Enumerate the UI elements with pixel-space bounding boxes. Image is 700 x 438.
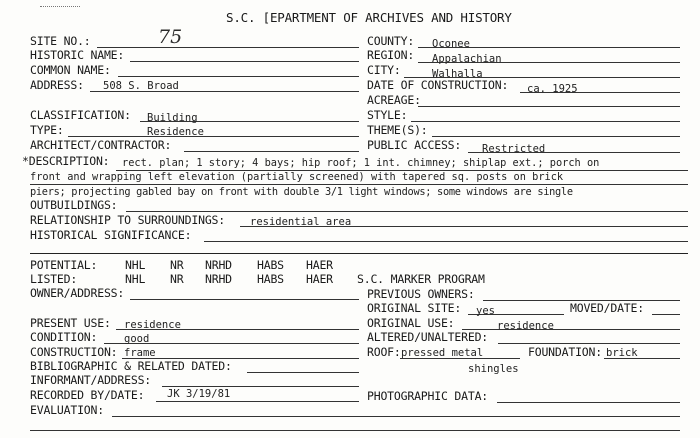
foundation-label: FOUNDATION: — [528, 345, 602, 359]
common-name-label: COMMON NAME: — [30, 63, 111, 77]
potential-option: NHL — [125, 258, 146, 272]
style-label: STYLE: — [367, 108, 408, 122]
public-access-value: Restricted — [482, 143, 546, 155]
present-use-value: residence — [124, 319, 181, 331]
evaluation-line — [112, 416, 680, 417]
condition-label: CONDITION: — [30, 330, 98, 344]
marker-program-label: S.C. MARKER PROGRAM — [357, 272, 485, 286]
altered-label: ALTERED/UNALTERED: — [367, 330, 489, 344]
relationship-value: residential area — [250, 216, 352, 228]
potential-option: HAER — [306, 258, 333, 272]
listed-option: HAER — [306, 272, 333, 286]
city-value: Walhalla — [432, 68, 483, 80]
altered-line — [498, 343, 680, 344]
foundation-value: brick — [606, 347, 638, 359]
historic-name-label: HISTORIC NAME: — [30, 48, 125, 62]
historic-name-line — [130, 61, 359, 62]
acreage-label: ACREAGE: — [367, 93, 421, 107]
description-line-1: rect. plan; 1 story; 4 bays; hip roof; 1 int. chimney; shiplap ext.; porch on — [122, 157, 600, 169]
date-value: ca. 1925 — [527, 83, 578, 95]
original-use-line — [462, 329, 680, 330]
condition-value: good — [124, 333, 150, 345]
moved-date-label: MOVED/DATE: — [570, 301, 644, 315]
roof-value: pressed metal — [401, 347, 484, 359]
bibliographic-label: BIBLIOGRAPHIC & RELATED DATED: — [30, 359, 232, 373]
architect-line — [184, 151, 359, 152]
type-label: TYPE: — [30, 123, 64, 137]
type-line — [68, 136, 359, 137]
type-value: Residence — [147, 126, 204, 138]
classification-value: Building — [147, 112, 198, 124]
acreage-line — [418, 106, 680, 107]
roof-value-2: shingles — [468, 363, 519, 375]
outbuildings-label: OUTBUILDINGS: — [30, 198, 118, 212]
potential-label: POTENTIAL: — [30, 258, 98, 272]
county-value: Oconee — [432, 38, 470, 50]
outbuildings-line — [126, 211, 688, 212]
county-label: COUNTY: — [367, 34, 415, 48]
description-rule-2 — [30, 184, 688, 185]
moved-date-line — [652, 314, 680, 315]
address-label: ADDRESS: — [30, 78, 84, 92]
potential-option: HABS — [257, 258, 284, 272]
photographic-label: PHOTOGRAPHIC DATA: — [367, 389, 489, 403]
previous-owners-label: PREVIOUS OWNERS: — [367, 287, 475, 301]
recorded-by-value: JK 3/19/81 — [167, 388, 231, 400]
construction-label: CONSTRUCTION: — [30, 345, 118, 359]
listed-label: LISTED: — [30, 272, 78, 286]
original-use-value: residence — [497, 320, 554, 332]
recorded-by-line — [156, 401, 359, 402]
listed-option: HABS — [257, 272, 284, 286]
themes-line — [432, 136, 680, 137]
original-site-label: ORIGINAL SITE: — [367, 301, 462, 315]
recorded-by-label: RECORDED BY/DATE: — [30, 388, 145, 402]
construction-value: frame — [124, 347, 156, 359]
architect-label: ARCHITECT/CONTRACTOR: — [30, 138, 172, 152]
owner-address-line — [130, 299, 359, 300]
roof-label: ROOF: — [367, 345, 401, 359]
potential-option: NR — [170, 258, 184, 272]
themes-label: THEME(S): — [367, 123, 428, 137]
site-no-line — [97, 47, 359, 48]
evaluation-label: EVALUATION: — [30, 403, 104, 417]
public-access-label: PUBLIC ACCESS: — [367, 138, 462, 152]
listed-option: NRHD — [205, 272, 232, 286]
bibliographic-line — [247, 372, 359, 373]
significance-line — [204, 241, 688, 242]
informant-label: INFORMANT/ADDRESS: — [30, 373, 152, 387]
description-line-3: piers; projecting gabled bay on front with double 3/1 light windows; some windows are single — [30, 186, 573, 198]
city-label: CITY: — [367, 63, 401, 77]
site-no-label: SITE NO.: — [30, 34, 91, 48]
potential-option: NRHD — [205, 258, 232, 272]
informant-line — [162, 386, 359, 387]
form-title: S.C. [EPARTMENT OF ARCHIVES AND HISTORY — [226, 10, 512, 25]
description-label: *DESCRIPTION: — [22, 154, 110, 168]
site-no-value: 75 — [158, 26, 183, 48]
style-line — [411, 121, 680, 122]
corner-mark — [40, 6, 80, 7]
original-site-value: yes — [476, 305, 495, 317]
present-use-label: PRESENT USE: — [30, 316, 111, 330]
description-line-2: front and wrapping left elevation (partially screened) with tapered sq. posts on brick — [30, 171, 564, 183]
photographic-line — [497, 402, 680, 403]
listed-option: NHL — [125, 272, 146, 286]
classification-label: CLASSIFICATION: — [30, 108, 131, 122]
region-value: Appalachian — [432, 53, 502, 65]
date-of-construction-label: DATE OF CONSTRUCTION: — [367, 78, 509, 92]
evaluation-line-2 — [30, 430, 680, 431]
common-name-line — [118, 76, 359, 77]
significance-label: HISTORICAL SIGNIFICANCE: — [30, 228, 192, 242]
section-divider — [30, 253, 688, 254]
region-label: REGION: — [367, 48, 415, 62]
owner-address-label: OWNER/ADDRESS: — [30, 286, 125, 300]
listed-option: NR — [170, 272, 184, 286]
relationship-label: RELATIONSHIP TO SURROUNDINGS: — [30, 213, 225, 227]
original-use-label: ORIGINAL USE: — [367, 316, 455, 330]
address-value: 508 S. Broad — [103, 80, 179, 92]
